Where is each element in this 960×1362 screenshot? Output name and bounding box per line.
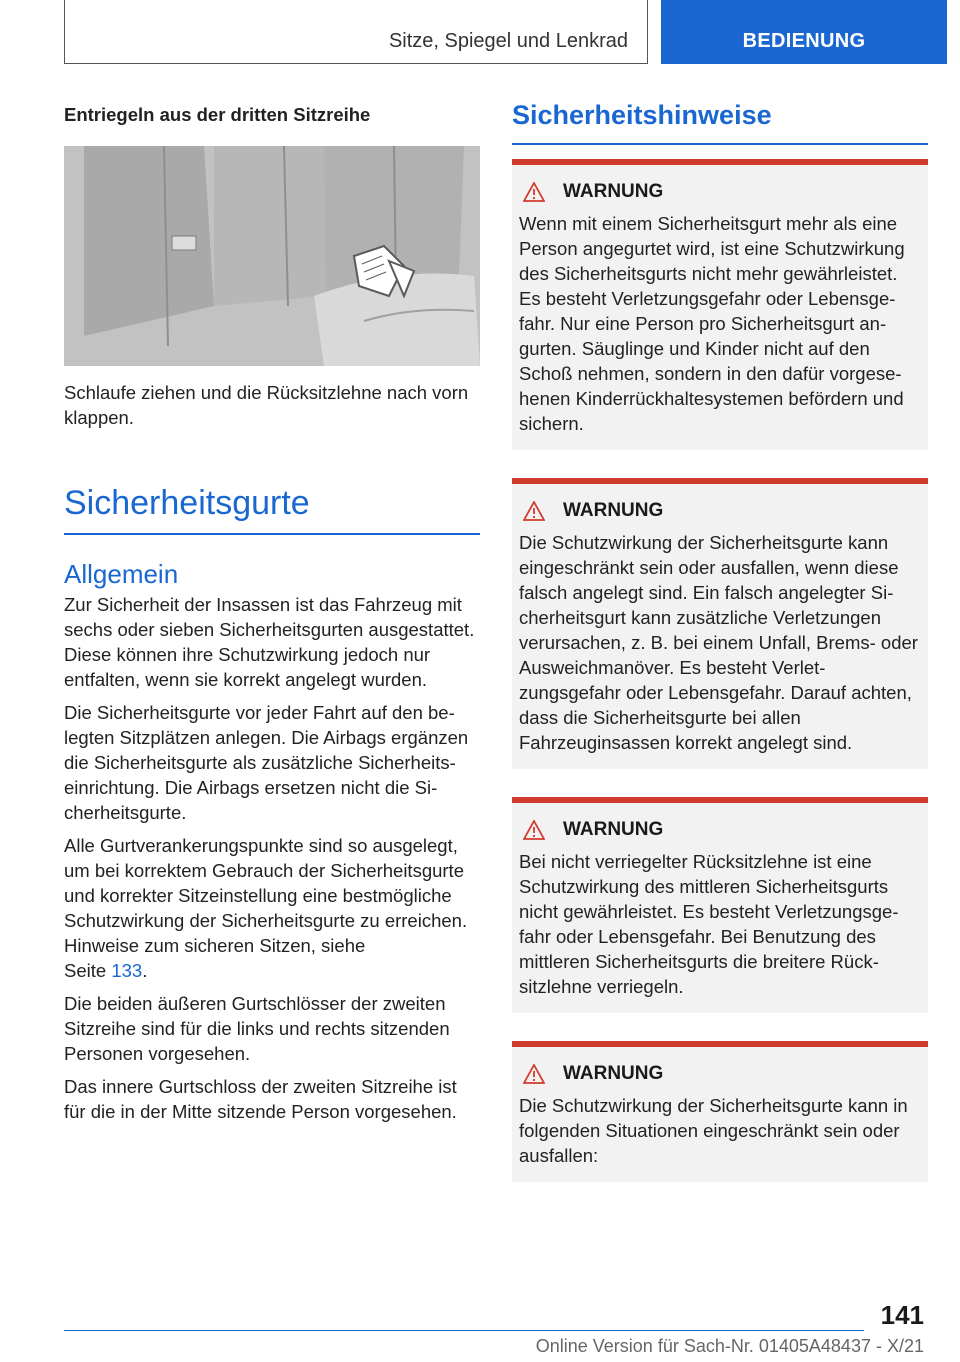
warning-label: WARNUNG (563, 819, 664, 840)
warning-triangle-icon (523, 182, 545, 202)
warning-label: WARNUNG (563, 500, 664, 521)
warning-triangle-icon (523, 1064, 545, 1084)
warning-heading (519, 500, 920, 522)
warning-heading (519, 1063, 920, 1085)
subheading: Entriegeln aus der dritten Sitzreihe (64, 104, 371, 125)
right-column (512, 100, 928, 1210)
warning-heading (519, 819, 920, 841)
chapter-title: Sicherheitsgurte (64, 484, 480, 535)
safety-title: Sicherheitshinweise (512, 100, 928, 145)
header-section-title: Sitze, Spiegel und Lenkrad (388, 30, 628, 52)
header-chapter-tab[interactable]: BEDIENUNG (661, 0, 947, 64)
figure-caption: Schlaufe ziehen und die Rücksitzlehne nach vorn klappen. (64, 382, 469, 428)
warning-heading (519, 181, 920, 203)
footer-divider (64, 1330, 864, 1331)
page-ref-suffix: . (142, 960, 148, 981)
warning-box-4 (512, 1041, 928, 1182)
footer-version: Online Version für Sach-Nr. 01405A48437 - X/21 (535, 1336, 924, 1356)
paragraph-1: Zur Sicherheit der Insassen ist das Fahrzeug mit sechs oder sieben Sicherheitsgurten ausgestattet. Diese können ihre Schutzwirkung jedoch nur entfalten, wenn sie korrekt angelegt wurden. (64, 594, 475, 690)
paragraph-2: Die Sicherheitsgurte vor jeder Fahrt auf den belegten Sitzplätzen anlegen. Die Airbags ergänzen die Sicherheitsgurte als zusätzliche Sicherheitseinrichtung. Die Airbags ersetzen nicht die Sicherheitsgurte. (64, 702, 469, 823)
warning-text: Die Schutzwirkung der Sicherheitsgurte kann eingeschränkt sein oder ausfallen, wenn diese falsch angelegt sind. Ein falsch angelegter Sicherheitsgurt kann zusätzliche Verletzungen verursachen, z. B. bei einem Unfall, Brems- oder Ausweichmanöver. Es besteht Verletzungsgefahr oder Lebensgefahr. Darauf achten, dass die Sicherheitsgurte bei allen Fahrzeuginsassen korrekt angelegt sind. (519, 532, 918, 753)
warning-label: WARNUNG (563, 1063, 664, 1084)
page-ref-prefix: Seite (64, 960, 107, 981)
warning-label: WARNUNG (563, 181, 664, 202)
paragraph-5: Das innere Gurtschloss der zweiten Sitzreihe ist für die in der Mitte sitzende Person vorgesehen. (64, 1076, 457, 1122)
seat-illustration (64, 146, 480, 366)
warning-box-3 (512, 797, 928, 1013)
warning-text: Bei nicht verriegelter Rücksitzlehne ist eine Schutzwirkung des mittleren Sicherheitsgurts nicht gewährleistet. Es besteht Verletzungsgefahr oder Lebensgefahr. Bei Benutzung des mittleren Sicherheitsgurts die breitere Rücksitzlehne verriegeln. (519, 851, 899, 997)
warning-triangle-icon (523, 501, 545, 521)
seat-illustration-icon (64, 146, 480, 366)
warning-text: Die Schutzwirkung der Sicherheitsgurte kann in folgenden Situationen eingeschränkt sein oder ausfallen: (519, 1095, 908, 1166)
page-number: 141 (880, 1300, 924, 1330)
section-title: Allgemein (64, 559, 179, 589)
warning-box-1 (512, 159, 928, 450)
left-column (64, 104, 480, 1132)
paragraph-3 (64, 833, 480, 983)
page-ref-link[interactable]: 133 (111, 960, 143, 981)
warning-box-2 (512, 478, 928, 769)
paragraph-3-text: Alle Gurtverankerungspunkte sind so ausgelegt, um bei korrektem Gebrauch der Sicherheitsgurte und korrekter Sitzeinstellung eine bestmögliche Schutzwirkung der Sicherheitsgurte zu erreichen. Hinweise zum sicheren Sitzen, siehe (64, 835, 468, 956)
paragraph-4: Die beiden äußeren Gurtschlösser der zweiten Sitzreihe sind für die links und rechts sitzenden Personen vorgesehen. (64, 993, 450, 1064)
warning-triangle-icon (523, 820, 545, 840)
warning-text: Wenn mit einem Sicherheitsgurt mehr als eine Person angegurtet wird, ist eine Schutzwirkung des Sicherheitsgurts nicht mehr gewährleistet. Es besteht Verletzungsgefahr oder Lebensgefahr. Nur eine Person pro Sicherheitsgurt angurten. Säuglinge und Kinder nicht auf den Schoß nehmen, sondern in den dafür vorgesehenen Kinderrückhaltesystemen befördern und sichern. (519, 213, 905, 434)
